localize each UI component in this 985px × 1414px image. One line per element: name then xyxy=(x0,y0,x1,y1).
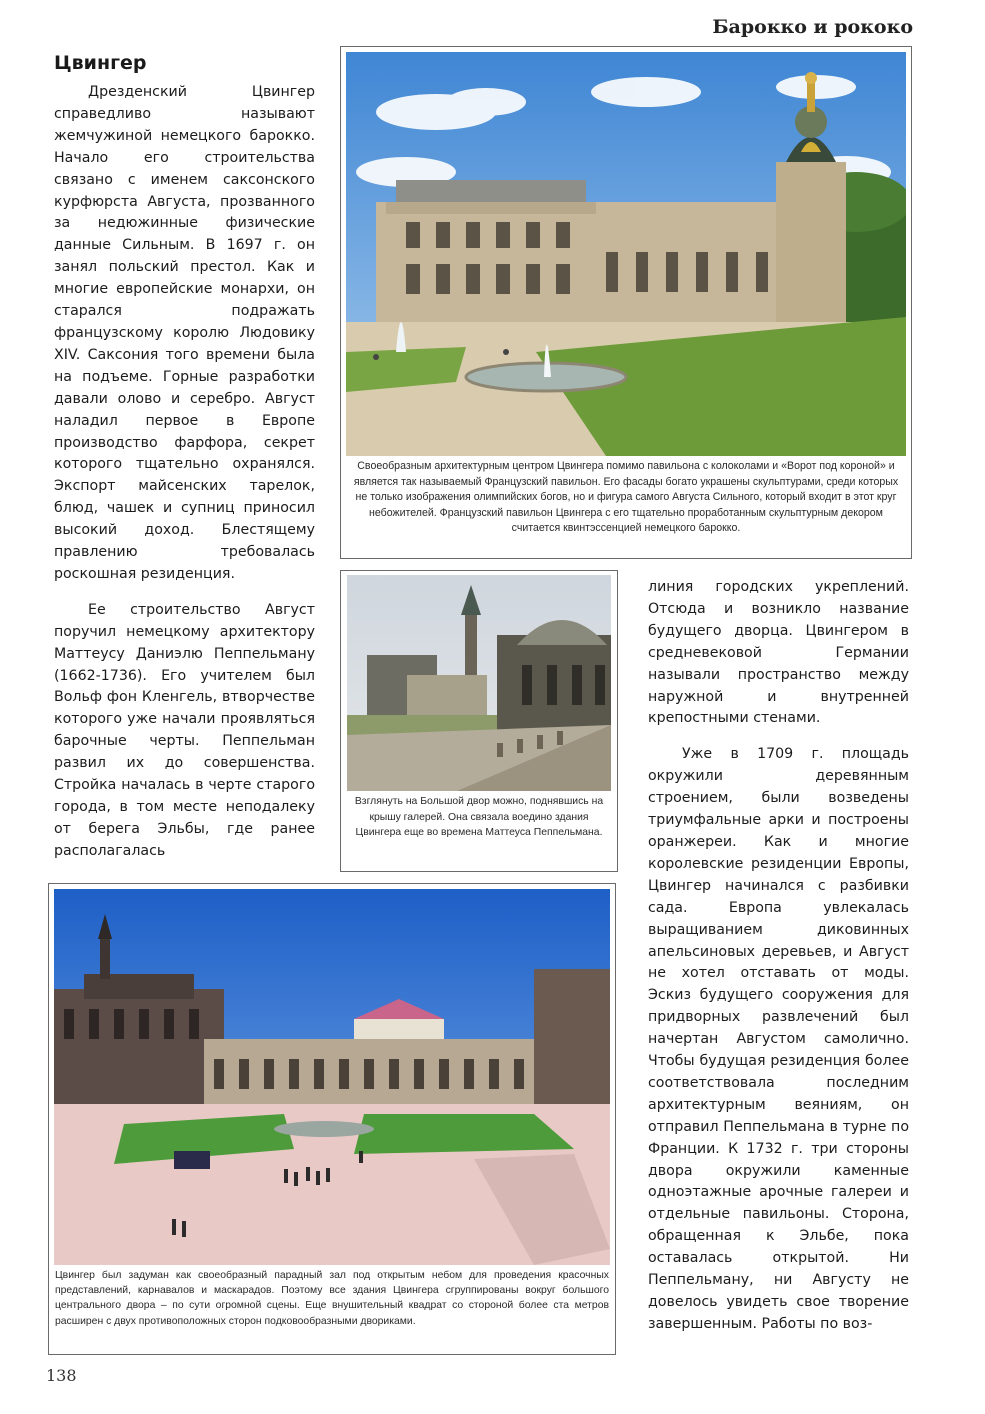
article-title: Цвингер xyxy=(54,52,147,74)
figure-caption: Взглянуть на Большой двор можно, поднявшись на крышу галерей. Она связала воедино здания Цвингера еще во времена Маттеуса Пеппельмана. xyxy=(354,796,604,838)
section-header: Барокко и рококо xyxy=(712,16,913,38)
figure-grand-courtyard xyxy=(48,883,616,1355)
left-text-column xyxy=(54,82,315,863)
right-text-column xyxy=(648,577,909,1336)
figure-caption: Цвингер был задуман как своеобразный парадный зал под открытым небом для проведения красочных представлений, карнавалов и маскарадов. Поэтому все здания Цвингера сгруппированы вокруг большого центрального двора – по сути огромной сцены. Еще внушительный квадрат со стороной более ста метров расширен с двух противоположных сторон подковообразными двориками. xyxy=(55,1270,609,1327)
figure-french-pavilion xyxy=(340,46,912,559)
paragraph: Уже в 1709 г. площадь окружили деревянным строением, были возведены триумфальные арки и построены оранжереи. Как и многие королевские резиденции Европы, Цвингер начинался с разбивки сада. Европа увлекалась выращиванием диковинных апельсиновых деревьев, и Август не хотел отставать от моды. Эскиз будущего сооружения для придворных развлечений был начертан Августом самолично. Чтобы будущая резиденция более соответствовала последним архитектурным веяниям, он отправил Пеппельмана в турне по Франции. К 1732 г. три стороны двора окружили каменные одноэтажные арочные галереи и отдельные павильоны. Сторона, обращенная к Эльбе, пока оставалась открытой. Ни Пеппельману, ни Августу не довелось увидеть свое творение завершенным. Работы по воз- xyxy=(648,746,909,1332)
page-number: 138 xyxy=(46,1366,77,1385)
photo-gallery-roof xyxy=(347,575,611,791)
figure-gallery-roof xyxy=(340,570,618,872)
photo-grand-courtyard xyxy=(54,889,610,1265)
paragraph: Ее строительство Август поручил немецкому архитектору Маттеусу Даниэлю Пеппельману (1662-1736). Его учителем был Вольф фон Кленгель, втворчестве которого уже начали проявляться барочные черты. Пеппельман развил их до совершенства. Стройка началась в черте старого города, в том месте неподалеку от берега Эльбы, где ранее располагалась xyxy=(54,601,315,859)
paragraph: линия городских укреплений. Отсюда и возникло название будущего дворца. Цвингером в средневековой Германии называли пространство между наружной и внутренней крепостными стенами. xyxy=(648,579,909,727)
paragraph: Дрезденский Цвингер справедливо называют жемчужиной немецкого барокко. Начало его строительства связано с именем саксонского курфюрста Августа, прозванного за недюжинные физические данные Сильным. В 1697 г. он занял польский престол. Как и многие европейские монархи, он старался подражать французскому королю Людовику XIV. Саксония того времени была на подъеме. Горные разработки давали олово и серебро. Август наладил первое в Европе производство фарфора, секрет которого тщательно охранялся. Экспорт майсенских тарелок, блюд, чашек и супниц приносил высокий доход. Блестящему правлению требовалась роскошная резиденция. xyxy=(54,84,315,582)
photo-french-pavilion xyxy=(346,52,906,456)
figure-caption: Своеобразным архитектурным центром Цвингера помимо павильона с колоколами и «Ворот под короной» и является так называемый Французский павильон. Его фасады богато украшены скульптурами, среди которых не только изображения олимпийских богов, но и фигура самого Августа Сильного, который входит в этот круг небожителей. Французский павильон Цвингера с его тщательно проработанным скульптурным декором считается квинтэссенцией немецкого барокко. xyxy=(353,460,899,534)
